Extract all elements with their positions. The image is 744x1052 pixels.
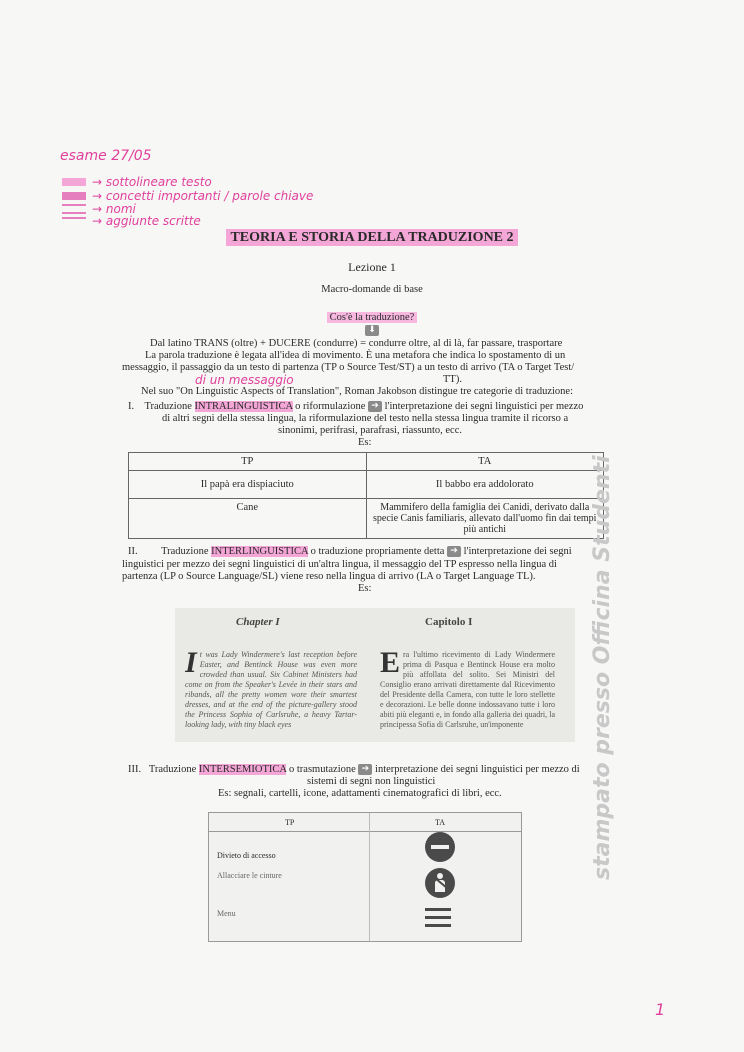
section-2-line-3: partenza (LP o Source Language/SL) viene reso nella lingua di arrivo (LA o Target Language TL). <box>122 571 536 582</box>
lesson-label: Lezione 1 <box>348 260 396 274</box>
term-intralinguistica: INTRALINGUISTICA <box>194 401 293 412</box>
section-2-line-2: linguistici per mezzo dei segni linguistici di un'altra lingua, il messaggio del TP espresso nella lingua di <box>122 559 557 570</box>
intro-line-2: La parola traduzione è legata all'idea di movimento. È una metafora che indica lo spostamento di un <box>145 350 566 361</box>
table-header-ta: TA <box>435 818 446 827</box>
excerpt-italian: Era l'ultimo ricevimento di Lady Windermere prima di Pasqua e Bentinck House era molto più affollata del solito. Sei Ministri del Consiglio erano arrivati direttamente dal Ricevimento del Presidente della Camera, con tutte le loro stellette e decorazioni. Le belle donne indossavano tutte i loro abiti più eleganti e, in fondo alla galleria dei quadri, la principessa Sofia di Carlsruhe, un'imponente <box>380 650 555 729</box>
document-title: TEORIA E STORIA DELLA TRADUZIONE 2 <box>226 229 517 246</box>
page-number: 1 <box>655 1000 666 1019</box>
section-3-line-3: Es: segnali, cartelli, icone, adattamenti cinematografici di libri, ecc. <box>218 788 502 799</box>
section-3-heading: III. Traduzione INTERSEMIOTICA o trasmutazione ➔ interpretazione dei segni linguistici per mezzo di <box>128 764 580 775</box>
legend-item-additions: → aggiunte scritte <box>62 214 201 228</box>
underline-swatch <box>62 217 86 225</box>
seatbelt-sign-icon <box>425 868 455 898</box>
table-cell: Il papà era dispiaciuto <box>129 471 367 499</box>
sign-table <box>208 812 522 942</box>
intro-line-3: messaggio, il passaggio da un testo di partenza (TP o Source Test/ST) a un testo di arrivo (TA o Target Test/ <box>122 362 575 373</box>
table-cell: Divieto di accesso <box>217 851 276 860</box>
table-divider <box>209 831 521 832</box>
chapter-title-en: Chapter I <box>236 616 280 628</box>
document-title-wrap <box>0 228 744 246</box>
section-3-line-2: sistemi di segni non linguistici <box>307 776 436 787</box>
section-subtitle: Macro-domande di base <box>321 284 423 295</box>
menu-icon <box>425 908 451 927</box>
example-table-intralinguistic <box>128 452 604 539</box>
section-1-line-3: sinonimi, perifrasi, parafrasi, riassunto, ecc. <box>278 425 462 436</box>
right-arrow-icon: ➔ <box>358 764 372 775</box>
no-entry-sign-icon <box>425 832 455 862</box>
table-cell: Mammifero della famiglia dei Canidi, derivato dalla specie Canis familiaris, allevato dall'uomo fin dai tempi più antichi <box>366 499 604 539</box>
table-header-tp: TP <box>129 453 367 471</box>
table-cell: Cane <box>129 499 367 539</box>
drop-cap-en: I <box>185 650 197 679</box>
term-intersemiotica: INTERSEMIOTICA <box>198 764 287 775</box>
table-row <box>129 499 604 539</box>
term-interlinguistica: INTERLINGUISTICA <box>211 546 308 557</box>
double-line-swatch <box>62 204 86 214</box>
watermark: stampato presso Officina Studenti <box>590 455 615 880</box>
chapter-title-it: Capitolo I <box>425 616 473 628</box>
intro-line-1: Dal latino TRANS (oltre) + DUCERE (condurre) = condurre oltre, al di là, far passare, trasportare <box>150 338 563 349</box>
section-1-es: Es: <box>358 437 372 448</box>
legend-item-key-concepts: → concetti importanti / parole chiave <box>62 189 313 203</box>
legend-item-names: → nomi <box>62 202 136 216</box>
legend-item-underline-text: → sottolineare testo <box>62 175 212 189</box>
section-2-es: Es: <box>358 583 372 594</box>
section-1-line-2: di altri segni della stessa lingua, la riformulazione del testo nella stessa lingua tramite il ricorso a <box>162 413 569 424</box>
right-arrow-icon: ➔ <box>447 546 461 557</box>
table-cell: Menu <box>217 909 236 918</box>
down-arrow-icon-wrap <box>0 321 744 339</box>
question: Cos'è la traduzione? <box>327 312 418 323</box>
highlight-swatch <box>62 178 86 186</box>
exam-date-note: esame 27/05 <box>60 148 152 164</box>
table-row <box>129 471 604 499</box>
section-2-heading: II. Traduzione INTERLINGUISTICA o traduzione propriamente detta ➔ l'interpretazione dei segni <box>128 546 572 557</box>
intro-line-5: Nel suo "On Linguistic Aspects of Translation", Roman Jakobson distingue tre categorie di traduzione: <box>141 386 574 397</box>
highlight-dark-swatch <box>62 192 86 200</box>
down-arrow-icon: ⬇ <box>365 325 379 336</box>
table-divider <box>369 813 370 941</box>
drop-cap-it: E <box>380 650 401 679</box>
handwritten-addition: di un messaggio <box>195 373 294 387</box>
right-arrow-icon: ➔ <box>368 401 382 412</box>
table-header-tp: TP <box>285 818 295 827</box>
table-header-ta: TA <box>366 453 604 471</box>
intro-line-4: TT). <box>443 374 462 385</box>
table-cell: Allacciare le cinture <box>217 871 282 880</box>
section-1-heading: I. Traduzione INTRALINGUISTICA o riformulazione ➔ l'interpretazione dei segni linguistici per mezzo <box>128 401 584 412</box>
table-cell: Il babbo era addolorato <box>366 471 604 499</box>
excerpt-english: It was Lady Windermere's last reception before Easter, and Bentinck House was even more crowded than usual. Six Cabinet Ministers had come on from the Speaker's Levée in their stars and ribands, all the pretty women wore their smartest dresses, and at the end of the picture-gallery stood the Princess Sophia of Carlsruhe, a heavy Tartar-looking lady, with tiny black eyes <box>185 650 357 729</box>
